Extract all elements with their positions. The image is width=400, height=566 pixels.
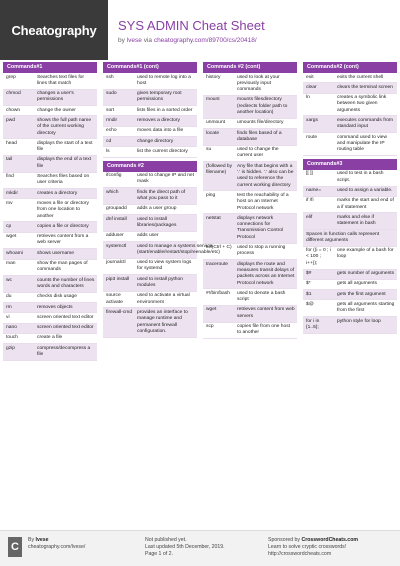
command-row <box>303 317 397 334</box>
command-description: counts the number of lines words and characters <box>37 277 95 289</box>
command-name: clear <box>306 84 317 90</box>
command-name: sudo <box>106 91 117 97</box>
command-name: grep <box>6 74 16 80</box>
command-description: list the current directory <box>137 148 188 154</box>
command-row <box>3 249 97 259</box>
command-row <box>203 119 297 129</box>
byline <box>118 37 257 44</box>
command-name: which <box>106 189 119 195</box>
command-row <box>3 344 97 361</box>
command-name: source activate <box>106 293 123 305</box>
column-1 <box>3 62 97 364</box>
command-description: test the reachability of a host on an Internet Protocol network <box>237 192 289 211</box>
command-name: xargs <box>306 117 318 123</box>
command-row <box>103 90 197 107</box>
command-row <box>3 276 97 293</box>
command-row <box>3 173 97 190</box>
command-description: screen oriented text editor <box>37 314 94 320</box>
footer-by-label: By <box>28 537 35 543</box>
command-name: systemctl <box>106 243 127 249</box>
command-row <box>103 127 197 137</box>
command-name: groupadd <box>106 206 127 212</box>
command-name: adduser <box>106 233 124 239</box>
section-header: Commands#1 (cont) <box>103 62 197 73</box>
command-section <box>103 62 197 158</box>
page-header <box>0 0 400 62</box>
command-description: Any file that begins with a '.' is hidden. '.' also can be used to reference the current working directory <box>237 163 294 188</box>
command-name: ifconfig <box>106 173 122 179</box>
command-description: creates a directory <box>37 190 78 196</box>
command-description: removes objects <box>37 304 73 310</box>
command-description: displays the start of a text file <box>37 140 93 153</box>
publish-status: Not published yet. <box>145 537 187 543</box>
command-name: $# <box>306 271 312 277</box>
command-description: clears the terminal screen <box>337 84 393 90</box>
command-description: umounts file/directory <box>237 120 284 126</box>
sheet-url-link[interactable]: cheatography.com/89700/cs/20418/ <box>153 37 257 44</box>
command-row <box>203 306 297 323</box>
command-name: scp <box>206 324 214 329</box>
command-description: used to stop a running process <box>237 245 286 257</box>
command-name: vi <box>6 314 10 320</box>
command-row <box>303 133 397 156</box>
command-row <box>203 244 297 261</box>
command-name: nano <box>6 325 17 331</box>
section-header: Commands#2 (cont) <box>303 62 397 73</box>
command-row <box>303 197 397 214</box>
command-description: finds files based of a database <box>237 130 282 142</box>
command-description: copies a file or directory <box>37 223 89 229</box>
command-name: [[ ]] <box>306 171 313 177</box>
command-description: gets number of arguments <box>337 271 395 277</box>
command-row <box>103 106 197 116</box>
command-name: firewall-cmd <box>106 309 133 315</box>
command-description: python style for loop <box>337 318 381 324</box>
command-description: removes a directory <box>137 117 180 123</box>
command-name: traceroute <box>206 261 229 267</box>
command-row <box>303 73 397 83</box>
command-description: used to install python modules <box>137 276 183 289</box>
command-row <box>3 260 97 277</box>
command-name: gzip <box>6 345 15 351</box>
command-row <box>203 214 297 243</box>
command-row <box>103 116 197 126</box>
column-3 <box>203 62 297 342</box>
command-description: displays the end of a text file <box>37 157 92 169</box>
command-description: used to change IP and net mask <box>137 173 195 185</box>
command-description: one example of a bash for loop <box>337 248 394 260</box>
command-row <box>103 137 197 147</box>
command-description: used to assign a variable. <box>337 188 393 194</box>
command-row <box>303 187 397 197</box>
command-description: used to manage a systems service. (start/enable/restart/stop/reenable/etc) <box>137 243 220 255</box>
command-name: unmount <box>206 120 226 126</box>
command-row <box>3 313 97 323</box>
command-row <box>103 172 197 189</box>
command-name: tail <box>6 157 13 163</box>
command-name: ssh <box>106 74 114 80</box>
command-name: $@ <box>306 301 314 307</box>
command-row <box>3 293 97 303</box>
command-row <box>3 324 97 334</box>
footer-author[interactable]: lvese <box>35 537 49 543</box>
command-name: head <box>6 140 17 146</box>
command-name: wget <box>206 307 217 313</box>
command-name: for ((i = 0 ; i < 100 ; i++)); <box>306 248 331 266</box>
command-description: compress/decompress a file <box>37 345 91 357</box>
command-description: change the owner <box>37 107 76 113</box>
command-description: used to activate a virtual environment <box>137 293 190 305</box>
command-name: kill(Ctrl + C) <box>206 245 232 251</box>
command-description: lists files in a sorted order <box>137 107 193 113</box>
command-description: executes commands from standard input <box>337 117 393 130</box>
command-description: gets all arguments <box>337 281 377 287</box>
command-name: su <box>206 147 212 153</box>
command-name: wc <box>6 277 12 283</box>
command-description: Searches text files for lines that match <box>37 74 85 86</box>
last-updated: Last updated 5th December, 2019. <box>145 544 225 550</box>
command-name: chown <box>6 107 21 113</box>
command-row <box>203 73 297 96</box>
command-name: $* <box>306 281 311 287</box>
command-description: copies file from one host to another <box>237 324 291 336</box>
command-name: #!/bin/bash <box>206 290 230 296</box>
command-description: shows the full path name of the current working directory <box>37 117 92 136</box>
command-row <box>303 116 397 133</box>
section-header: Commands #2 <box>103 161 197 172</box>
command-row <box>103 292 197 309</box>
command-row <box>203 129 297 146</box>
command-row <box>3 73 97 90</box>
command-description: marks the start and end of a if statement <box>337 198 394 210</box>
command-row <box>3 334 97 344</box>
command-row <box>103 205 197 215</box>
command-row <box>3 139 97 156</box>
command-description: used to view system logs for systemd <box>137 260 192 272</box>
command-name: du <box>6 294 12 300</box>
command-row <box>3 90 97 107</box>
command-description: used to change the current user <box>237 147 279 159</box>
command-description: gets all arguments starting from the first <box>337 301 395 314</box>
command-description: changes a user's permissions <box>37 91 74 103</box>
command-name: if /fi <box>306 198 314 204</box>
command-name: $1 <box>306 291 312 297</box>
command-row <box>203 191 297 214</box>
command-name: dnf install <box>106 216 127 222</box>
command-name: ln <box>306 95 310 101</box>
command-row <box>3 156 97 173</box>
command-row <box>303 170 397 187</box>
sponsor-link[interactable]: http://crosswordcheats.com <box>268 551 332 557</box>
command-description: screen oriented text editor <box>37 325 94 331</box>
command-row <box>303 247 397 270</box>
command-name: cp <box>6 223 12 229</box>
command-description: used to denote a bash script <box>237 290 286 303</box>
command-row <box>203 289 297 306</box>
command-description: gets the first argument <box>337 291 386 297</box>
command-row <box>103 259 197 276</box>
by-prefix: by <box>118 37 125 44</box>
command-row <box>303 83 397 93</box>
command-description: adds a user group <box>137 206 177 212</box>
command-name: rmdir <box>106 117 118 123</box>
command-row <box>3 189 97 199</box>
command-name: exit <box>306 74 314 80</box>
command-description: used to install libraries/packages <box>137 216 177 228</box>
command-description: create a file <box>37 335 63 341</box>
sponsor-prefix: Sponsored by <box>268 537 301 543</box>
command-row <box>103 188 197 205</box>
command-row <box>3 116 97 139</box>
command-row <box>303 94 397 117</box>
cheatography-logo[interactable] <box>0 0 108 60</box>
section-header: Commands#1 <box>3 62 97 73</box>
command-name: wget <box>6 234 17 240</box>
command-name: mv <box>6 200 13 206</box>
command-description: creates a symbolic link between two given arguments <box>337 95 387 113</box>
command-row <box>103 73 197 90</box>
command-description: gives temporary root permissions <box>137 91 182 103</box>
command-row <box>3 222 97 232</box>
command-name: netstat <box>206 215 221 221</box>
command-name: rm <box>6 304 12 310</box>
command-name: man <box>6 261 16 267</box>
command-description: used to test in a bash script. <box>337 171 384 183</box>
command-section <box>303 62 397 156</box>
command-name: history <box>206 74 221 80</box>
page-number: Page 1 of 2. <box>145 551 173 557</box>
command-description: mounts filesdirectory (redirects folder path to another location) <box>237 97 288 115</box>
command-name: ls <box>106 148 110 154</box>
command-row <box>203 323 297 340</box>
command-description: displays the route and measures transit delays of packets across an Internet Protocol network <box>237 261 295 286</box>
command-name: route <box>306 134 318 140</box>
command-row <box>303 270 397 280</box>
command-description: marks and else if statement in bash <box>337 214 376 227</box>
command-section <box>203 62 297 339</box>
command-description: finds the direct path of what you pass to it <box>137 189 186 202</box>
command-description: used to remote log into a host <box>137 74 191 86</box>
sponsor-name[interactable]: CrosswordCheats.com <box>301 537 358 543</box>
command-row <box>203 162 297 191</box>
command-name: for i in {1..5}; <box>306 318 320 330</box>
command-description: change directory <box>137 138 174 144</box>
command-name: whoami <box>6 250 23 256</box>
command-row <box>203 96 297 119</box>
command-row <box>103 147 197 157</box>
command-row <box>303 300 397 317</box>
command-name: pwd <box>6 117 15 123</box>
command-description: command used to view and manipulate the IP routing table <box>337 134 388 153</box>
via-text: via <box>143 37 152 44</box>
command-name: name= <box>306 188 322 194</box>
command-description: provides an interface to manage runtime and permanent firewall configuration. <box>137 309 188 334</box>
command-description: exits the current shell <box>337 74 384 80</box>
command-description: checks disk usage <box>37 294 77 300</box>
command-name: sort <box>106 107 115 113</box>
command-section <box>303 159 397 334</box>
command-description: moves data into a file <box>137 128 184 134</box>
command-row <box>3 233 97 250</box>
command-description: retrieves content from a web server <box>37 234 89 246</box>
command-name: ping <box>206 192 216 198</box>
command-row <box>103 215 197 232</box>
logo-text: Cheatography <box>11 22 97 38</box>
command-row <box>203 146 297 163</box>
author-link[interactable]: lvese <box>126 37 142 44</box>
command-description: used to look at your previously input commands <box>237 74 280 93</box>
command-row <box>103 308 197 337</box>
command-row <box>3 199 97 222</box>
command-name: locate <box>206 130 220 136</box>
command-description: show the man pages of commands <box>37 261 88 273</box>
command-name: journalctl <box>106 260 126 266</box>
cheatography-c-logo: C <box>8 537 22 557</box>
command-name: echo <box>106 128 117 134</box>
command-name: cd <box>106 138 112 144</box>
command-row <box>203 260 297 289</box>
command-row <box>303 290 397 300</box>
command-description: moves a file or directory from one location to another <box>37 200 89 219</box>
command-row <box>3 106 97 116</box>
command-name: touch <box>6 335 18 341</box>
command-description: displays network connections for Transmission Control Protocol <box>237 215 284 240</box>
command-row <box>103 232 197 242</box>
command-description: Searches files based on user criteria <box>37 174 90 186</box>
command-section <box>3 62 97 361</box>
command-name: elif <box>306 214 313 220</box>
command-row <box>103 275 197 292</box>
section-header: Commands #2 (cont) <box>203 62 297 73</box>
section-header: Commands#3 <box>303 159 397 170</box>
command-name: find <box>6 174 14 180</box>
page-title: SYS ADMIN Cheat Sheet <box>118 18 265 33</box>
command-row <box>3 303 97 313</box>
command-name: pip3 install <box>106 276 130 282</box>
command-name: (followed by filename) <box>206 163 233 176</box>
command-description: shows username <box>37 250 74 256</box>
section-note: Spaces in function calls represent different arguments <box>303 230 397 247</box>
footer-author-link[interactable]: cheatography.com/lvese/ <box>28 544 86 550</box>
command-row <box>303 213 397 230</box>
column-4 <box>303 62 397 337</box>
command-row <box>303 280 397 290</box>
command-name: mount <box>206 97 220 103</box>
command-name: chmod <box>6 91 21 97</box>
command-description: adds user <box>137 233 159 239</box>
command-description: retrieves content from web servers <box>237 307 295 319</box>
command-name: mkdir <box>6 190 18 196</box>
page-footer <box>0 530 400 566</box>
sponsor-tagline: Learn to solve cryptic crosswords! <box>268 544 347 550</box>
